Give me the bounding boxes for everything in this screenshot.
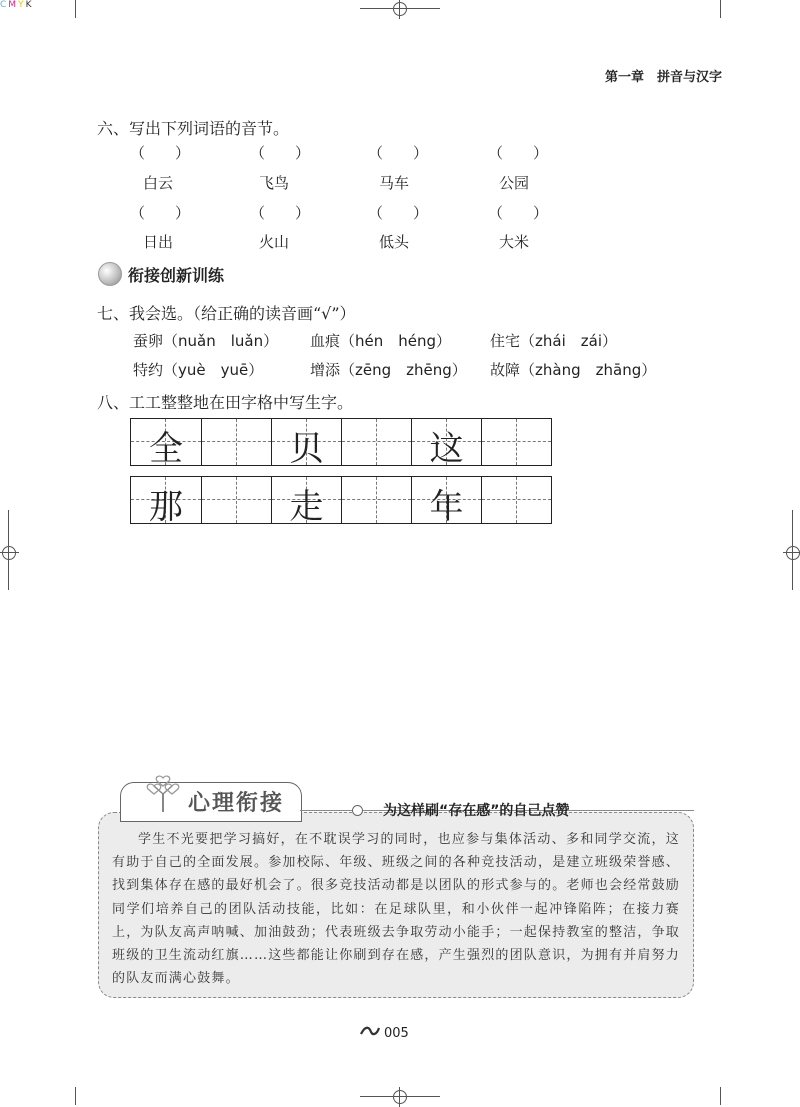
answer-blank[interactable]: （ ） <box>368 144 429 162</box>
tianzige-row-1 <box>130 418 552 469</box>
choice-pinyin[interactable]: （zhàng zhāng） <box>520 361 657 379</box>
word: 火山 <box>259 233 290 251</box>
choice-word: 增添 <box>310 361 341 379</box>
word: 马车 <box>379 174 410 192</box>
choice-pinyin[interactable]: （hén héng） <box>340 332 452 350</box>
crop-mark <box>792 510 793 590</box>
crop-mark <box>360 1096 440 1097</box>
crop-mark <box>75 0 76 18</box>
registration-mark-icon <box>393 1090 407 1104</box>
choice-pinyin[interactable]: （zēng zhēng） <box>340 361 467 379</box>
choice-word: 故障 <box>490 361 521 379</box>
tianzige-cell[interactable] <box>201 419 271 465</box>
cmyk-c: C <box>0 0 9 10</box>
choice-word: 住宅 <box>490 332 521 350</box>
word: 公园 <box>499 174 530 192</box>
question-8-title: 八、工工整整地在田字格中写生字。 <box>97 393 354 412</box>
crop-mark <box>720 0 721 18</box>
tianzige-cell[interactable] <box>341 477 411 523</box>
tianzige-cell[interactable] <box>481 477 551 523</box>
crop-mark <box>720 1087 721 1105</box>
crop-mark <box>75 1087 76 1105</box>
answer-blank[interactable]: （ ） <box>368 204 429 222</box>
psychology-title: 心理衔接 <box>188 791 285 816</box>
choice-item[interactable] <box>133 330 278 351</box>
model-character: 贝 <box>289 429 324 469</box>
word: 低头 <box>379 233 410 251</box>
answer-blank[interactable]: （ ） <box>130 204 191 222</box>
cmyk-y: Y <box>18 0 26 10</box>
tianzige-cell[interactable] <box>411 477 481 527</box>
registration-mark-icon <box>393 2 407 16</box>
tianzige-cell[interactable] <box>341 419 411 465</box>
model-character: 全 <box>149 429 183 469</box>
question-6-title: 六、写出下列词语的音节。 <box>97 119 290 138</box>
registration-mark-icon <box>786 546 800 560</box>
word: 飞鸟 <box>259 174 290 192</box>
tianzige-cell[interactable] <box>201 477 271 523</box>
cmyk-color-bar <box>0 0 33 10</box>
choice-item[interactable] <box>133 359 263 380</box>
choice-item[interactable] <box>310 359 467 380</box>
word: 白云 <box>143 174 174 192</box>
psychology-subtitle: 为这样刷“存在感”的自己点赞 <box>383 803 570 819</box>
choice-pinyin[interactable]: （nuǎn luǎn） <box>163 332 279 350</box>
registration-mark-icon <box>2 546 16 560</box>
answer-blank[interactable]: （ ） <box>250 144 311 162</box>
choice-word: 血痕 <box>310 332 341 350</box>
tianzige-cell[interactable] <box>271 419 341 469</box>
question-7-title: 七、我会选。（给正确的读音画“√”） <box>97 304 356 323</box>
word: 日出 <box>143 233 174 251</box>
tianzige-row-2 <box>130 476 552 527</box>
tianzige-cell[interactable] <box>131 477 201 527</box>
choice-pinyin[interactable]: （yuè yuē） <box>163 361 264 379</box>
cmyk-k: K <box>25 0 34 10</box>
cmyk-m: M <box>8 0 19 10</box>
medal-icon <box>98 262 122 286</box>
tree-hearts-icon <box>140 772 186 818</box>
page-number-area <box>360 1024 409 1042</box>
tianzige-cell[interactable] <box>131 419 201 469</box>
answer-blank[interactable]: （ ） <box>130 144 191 162</box>
answer-blank[interactable]: （ ） <box>488 204 549 222</box>
dot-icon <box>352 805 363 816</box>
page-number: 005 <box>384 1025 409 1041</box>
section-title: 衔接创新训练 <box>128 265 225 285</box>
crop-mark <box>8 510 9 590</box>
choice-pinyin[interactable]: （zhái zái） <box>520 332 617 350</box>
model-character: 那 <box>149 487 183 527</box>
word: 大米 <box>499 233 530 251</box>
tianzige-cell[interactable] <box>481 419 551 465</box>
tianzige-cell[interactable] <box>411 419 481 469</box>
model-character: 年 <box>429 487 464 527</box>
choice-item[interactable] <box>490 359 656 380</box>
choice-item[interactable] <box>490 330 617 351</box>
choice-word: 特约 <box>133 361 164 379</box>
answer-blank[interactable]: （ ） <box>250 204 311 222</box>
chapter-header: 第一章 拼音与汉字 <box>604 70 722 85</box>
section-heading <box>98 262 224 286</box>
model-character: 这 <box>429 429 464 469</box>
wave-icon <box>360 1024 380 1042</box>
choice-word: 蚕卵 <box>133 332 164 350</box>
tianzige-cell[interactable] <box>271 477 341 527</box>
answer-blank[interactable]: （ ） <box>488 144 549 162</box>
model-character: 走 <box>289 487 324 527</box>
psychology-text: 学生不光要把学习搞好，在不耽误学习的同时，也应参与集体活动、多和同学交流，这有助于自己的全面发展。参加校际、年级、班级之间的各种竞技活动，是建立班级荣誉感、找到集体存在感的最好机会了。很多竞技活动都是以团队的形式参与的。老师也会经常鼓励同学们培养自己的团队活动技能，比如：在足球队里，和小伙伴一起冲锋陷阵；在接力赛上，为队友高声呐喊、加油鼓劲；代表班级去争取劳动小能手；一起保持教室的整洁，争取班级的卫生流动红旗……这些都能让你刷到存在感，产生强烈的团队意识，为拥有并肩努力的队友而满心鼓舞。 <box>112 832 681 987</box>
choice-item[interactable] <box>310 330 451 351</box>
